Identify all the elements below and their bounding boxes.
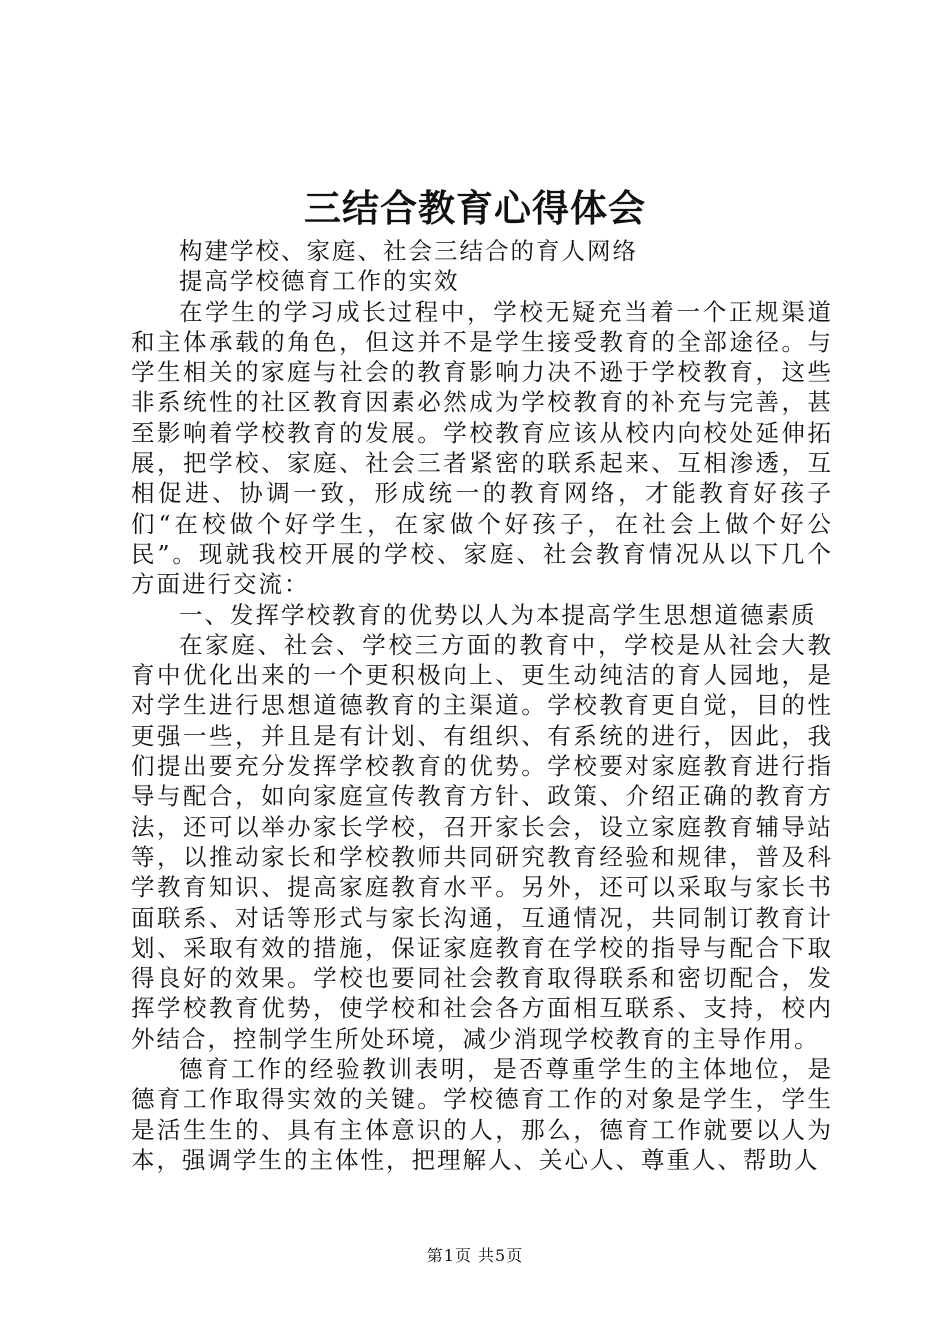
page-footer: 第1页 共5页 [426, 1246, 524, 1265]
body-paragraph: 德育工作的经验教训表明，是否尊重学生的主体地位，是德育工作取得实效的关键。学校德育工作的对象是学生，学生是活生生的、具有主体意识的人，那么，德育工作就要以人为本，强调学生的主体性，把理解人、关心人、尊重人、帮助人 [131, 1055, 833, 1174]
body-paragraph: 在家庭、社会、学校三方面的教育中，学校是从社会大教育中优化出来的一个更积极向上、更生动纯洁的育人园地，是对学生进行思想道德教育的主渠道。学校教育更自觉，目的性更强一些，并且是有计划、有组织、有系统的进行，因此，我们提出要充分发挥学校教育的优势。学校要对家庭教育进行指导与配合，如向家庭宣传教育方针、政策、介绍正确的教育方法，还可以举办家长学校，召开家长会，设立家庭教育辅导站等，以推动家长和学校教师共同研究教育经验和规律，普及科学教育知识、提高家庭教育水平。另外，还可以采取与家长书面联系、对话等形式与家长沟通，互通情况，共同制订教育计划、采取有效的措施，保证家庭教育在学校的指导与配合下取得良好的效果。学校也要同社会教育取得联系和密切配合，发挥学校教育优势，使学校和社会各方面相互联系、支持，校内外结合，控制学生所处环境，减少消现学校教育的主导作用。 [131, 630, 833, 1053]
intro-paragraph: 在学生的学习成长过程中，学校无疑充当着一个正规渠道和主体承载的角色，但这并不是学生接受教育的全部途径。与学生相关的家庭与社会的教育影响力决不逊于学校教育，这些非系统性的社区教育因素必然成为学校教育的补充与完善，甚至影响着学校教育的发展。学校教育应该从校内向校处延伸拓展，把学校、家庭、社会三者紧密的联系起来、互相渗透，互相促进、协调一致，形成统一的教育网络，才能教育好孩子们“在校做个好学生，在家做个好孩子，在社会上做个好公民”。现就我校开展的学校、家庭、社会教育情况从以下几个方面进行交流： [131, 297, 833, 599]
document-title: 三结合教育心得体会 [304, 186, 646, 230]
section-heading: 一、发挥学校教育的优势以人为本提高学生思想道德素质 [179, 600, 817, 629]
subtitle-line-1: 构建学校、家庭、社会三结合的育人网络 [179, 237, 638, 265]
subtitle-line-2: 提高学校德育工作的实效 [179, 267, 460, 296]
document-body [131, 236, 833, 1175]
